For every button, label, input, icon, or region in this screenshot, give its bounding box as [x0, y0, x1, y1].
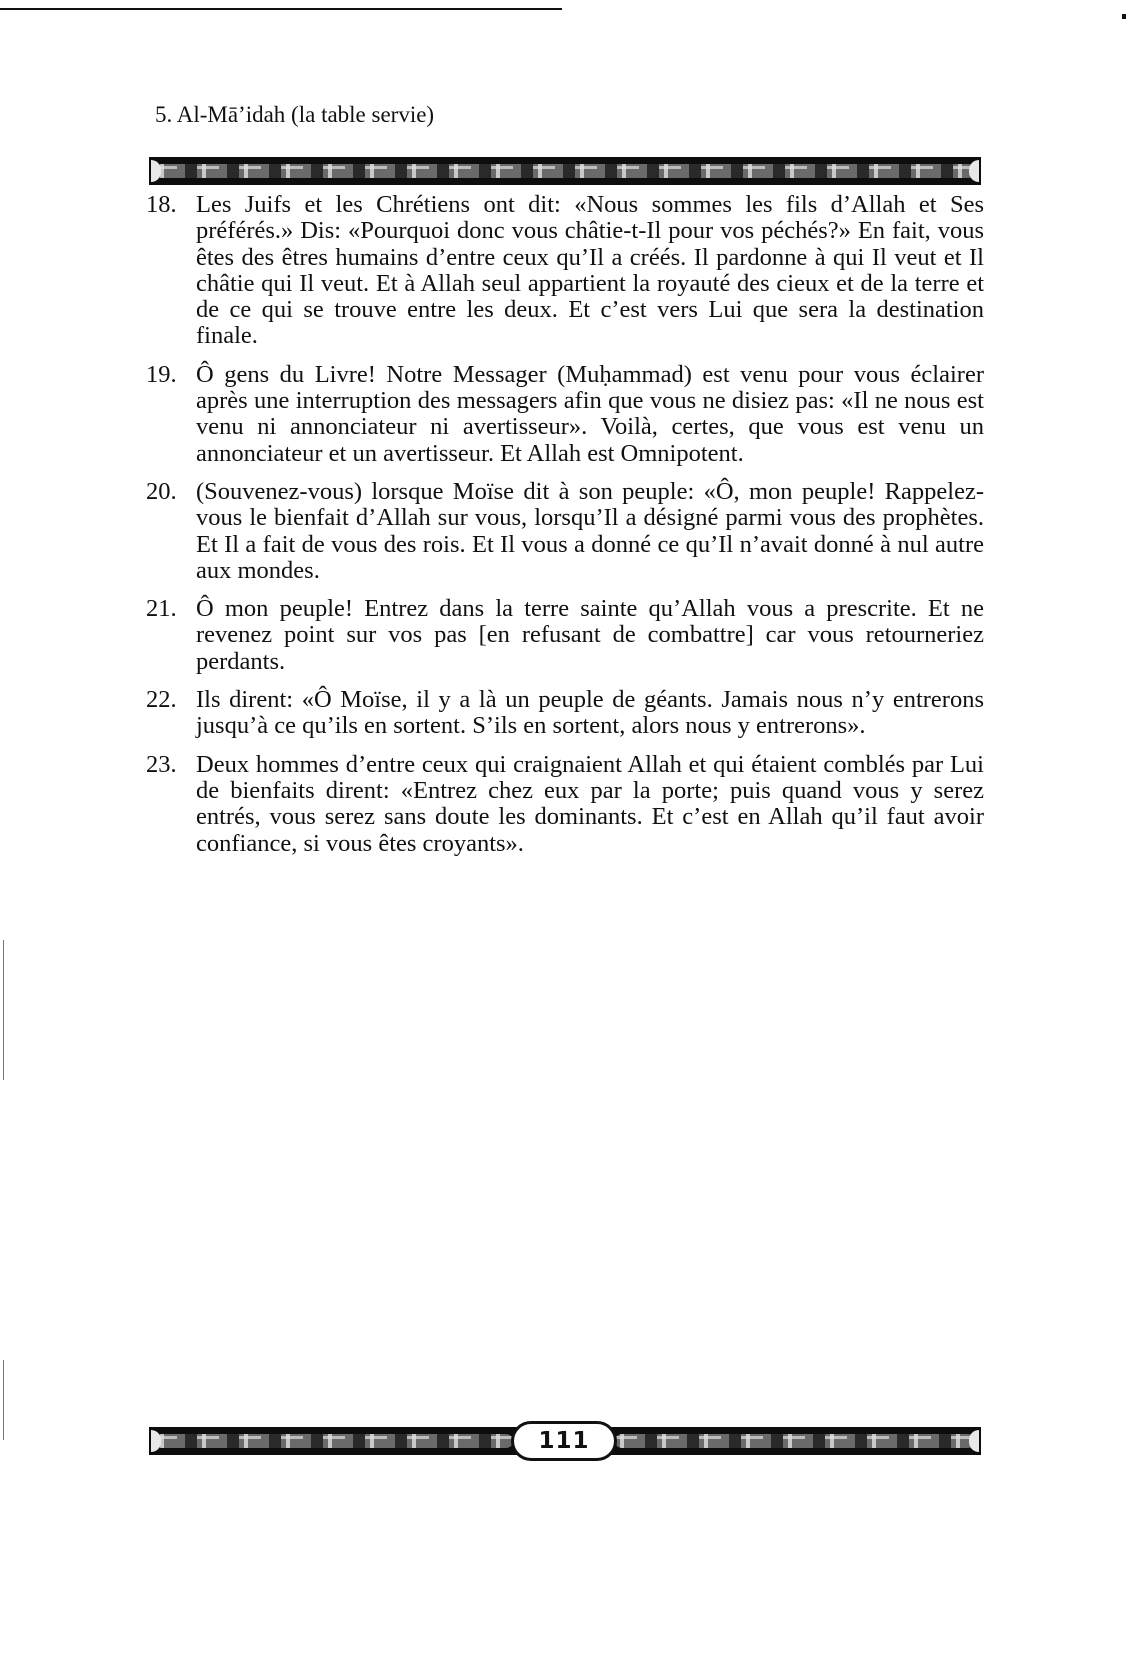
verse-number: 18.: [146, 191, 177, 218]
verse-text: (Souvenez-vous) lorsque Moïse dit à son peuple: «Ô, mon peuple! Rappelez-vous le bienfait d’Allah sur vous, lorsqu’Il a désigné parmi vous des prophètes. Et Il a fait de vous des rois. Et Il vous a donné ce qu’Il n’avait donné à nul autre aux mondes.: [196, 477, 984, 584]
verse-list: [146, 192, 984, 869]
chain-ornament-divider: [149, 157, 981, 185]
footer-chain-ornament-left: [149, 1427, 519, 1455]
page-number: 111: [511, 1421, 617, 1461]
verse-20: [146, 479, 984, 584]
verse-number: 22.: [146, 686, 177, 714]
verse-19: [146, 362, 984, 467]
verse-text: Deux hommes d’entre ceux qui craignaient Allah et qui étaient comblés par Lui de bienfaits dirent: «Entrez chez eux par la porte; puis quand vous y serez entrés, vous serez sans doute les dominants. Et c’est en Allah qu’il faut avoir confiance, si vous êtes croyants».: [196, 750, 984, 857]
footer-chain-ornament-right: [609, 1427, 981, 1455]
verse-number: 20.: [146, 477, 177, 505]
verse-text: Les Juifs et les Chrétiens ont dit: «Nous sommes les fils d’Allah et Ses préférés.» Dis: «Pourquoi donc vous châtie-t-Il pour vos péchés?» En fait, vous êtes des êtres humains d’entre ceux qu’Il a créés. Il pardonne à qui Il veut et Il châtie qui Il veut. Et à Allah seul appartient la royauté des cieux et de la terre et de ce qui se trouve entre les deux. Et c’est vers Lui que sera la destination finale.: [196, 191, 984, 350]
chapter-title: 5. Al-Mā’idah (la table servie): [155, 102, 435, 127]
page-footer: [149, 1421, 981, 1461]
corner-mark: [1122, 14, 1126, 19]
verse-text: Ils dirent: «Ô Moïse, il y a là un peuple de géants. Jamais nous n’y entrerons jusqu’à ce qu’ils en sortent. S’ils en sortent, alors nous y entrerons».: [196, 686, 984, 740]
verse-number: 21.: [146, 595, 177, 623]
top-rule: [0, 8, 562, 10]
verse-text: Ô gens du Livre! Notre Messager (Muḥammad) est venu pour vous éclairer après une interruption des messagers afin que vous ne disiez pas: «Il ne nous est venu ni annonciateur ni avertisseur». Voilà, certes, que vous est venu un annonciateur et un avertisseur. Et Allah est Omnipotent.: [196, 360, 984, 467]
verse-number: 19.: [146, 360, 177, 388]
verse-number: 23.: [146, 750, 177, 778]
chain-highlight: [615, 1436, 975, 1439]
verse-23: [146, 752, 984, 857]
verse-18: [146, 192, 984, 350]
ornament-cap-right: [969, 160, 979, 182]
ornament-cap-right: [969, 1430, 979, 1452]
chain-highlight: [155, 166, 975, 169]
scan-artifact-line: [3, 1360, 4, 1440]
verse-text: Ô mon peuple! Entrez dans la terre sainte qu’Allah vous a prescrite. Et ne revenez point sur vos pas [en refusant de combattre] car vous retourneriez perdants.: [196, 595, 984, 675]
scan-artifact-line: [3, 940, 4, 1080]
verse-21: [146, 596, 984, 675]
chain-highlight: [155, 1436, 513, 1439]
verse-22: [146, 687, 984, 740]
